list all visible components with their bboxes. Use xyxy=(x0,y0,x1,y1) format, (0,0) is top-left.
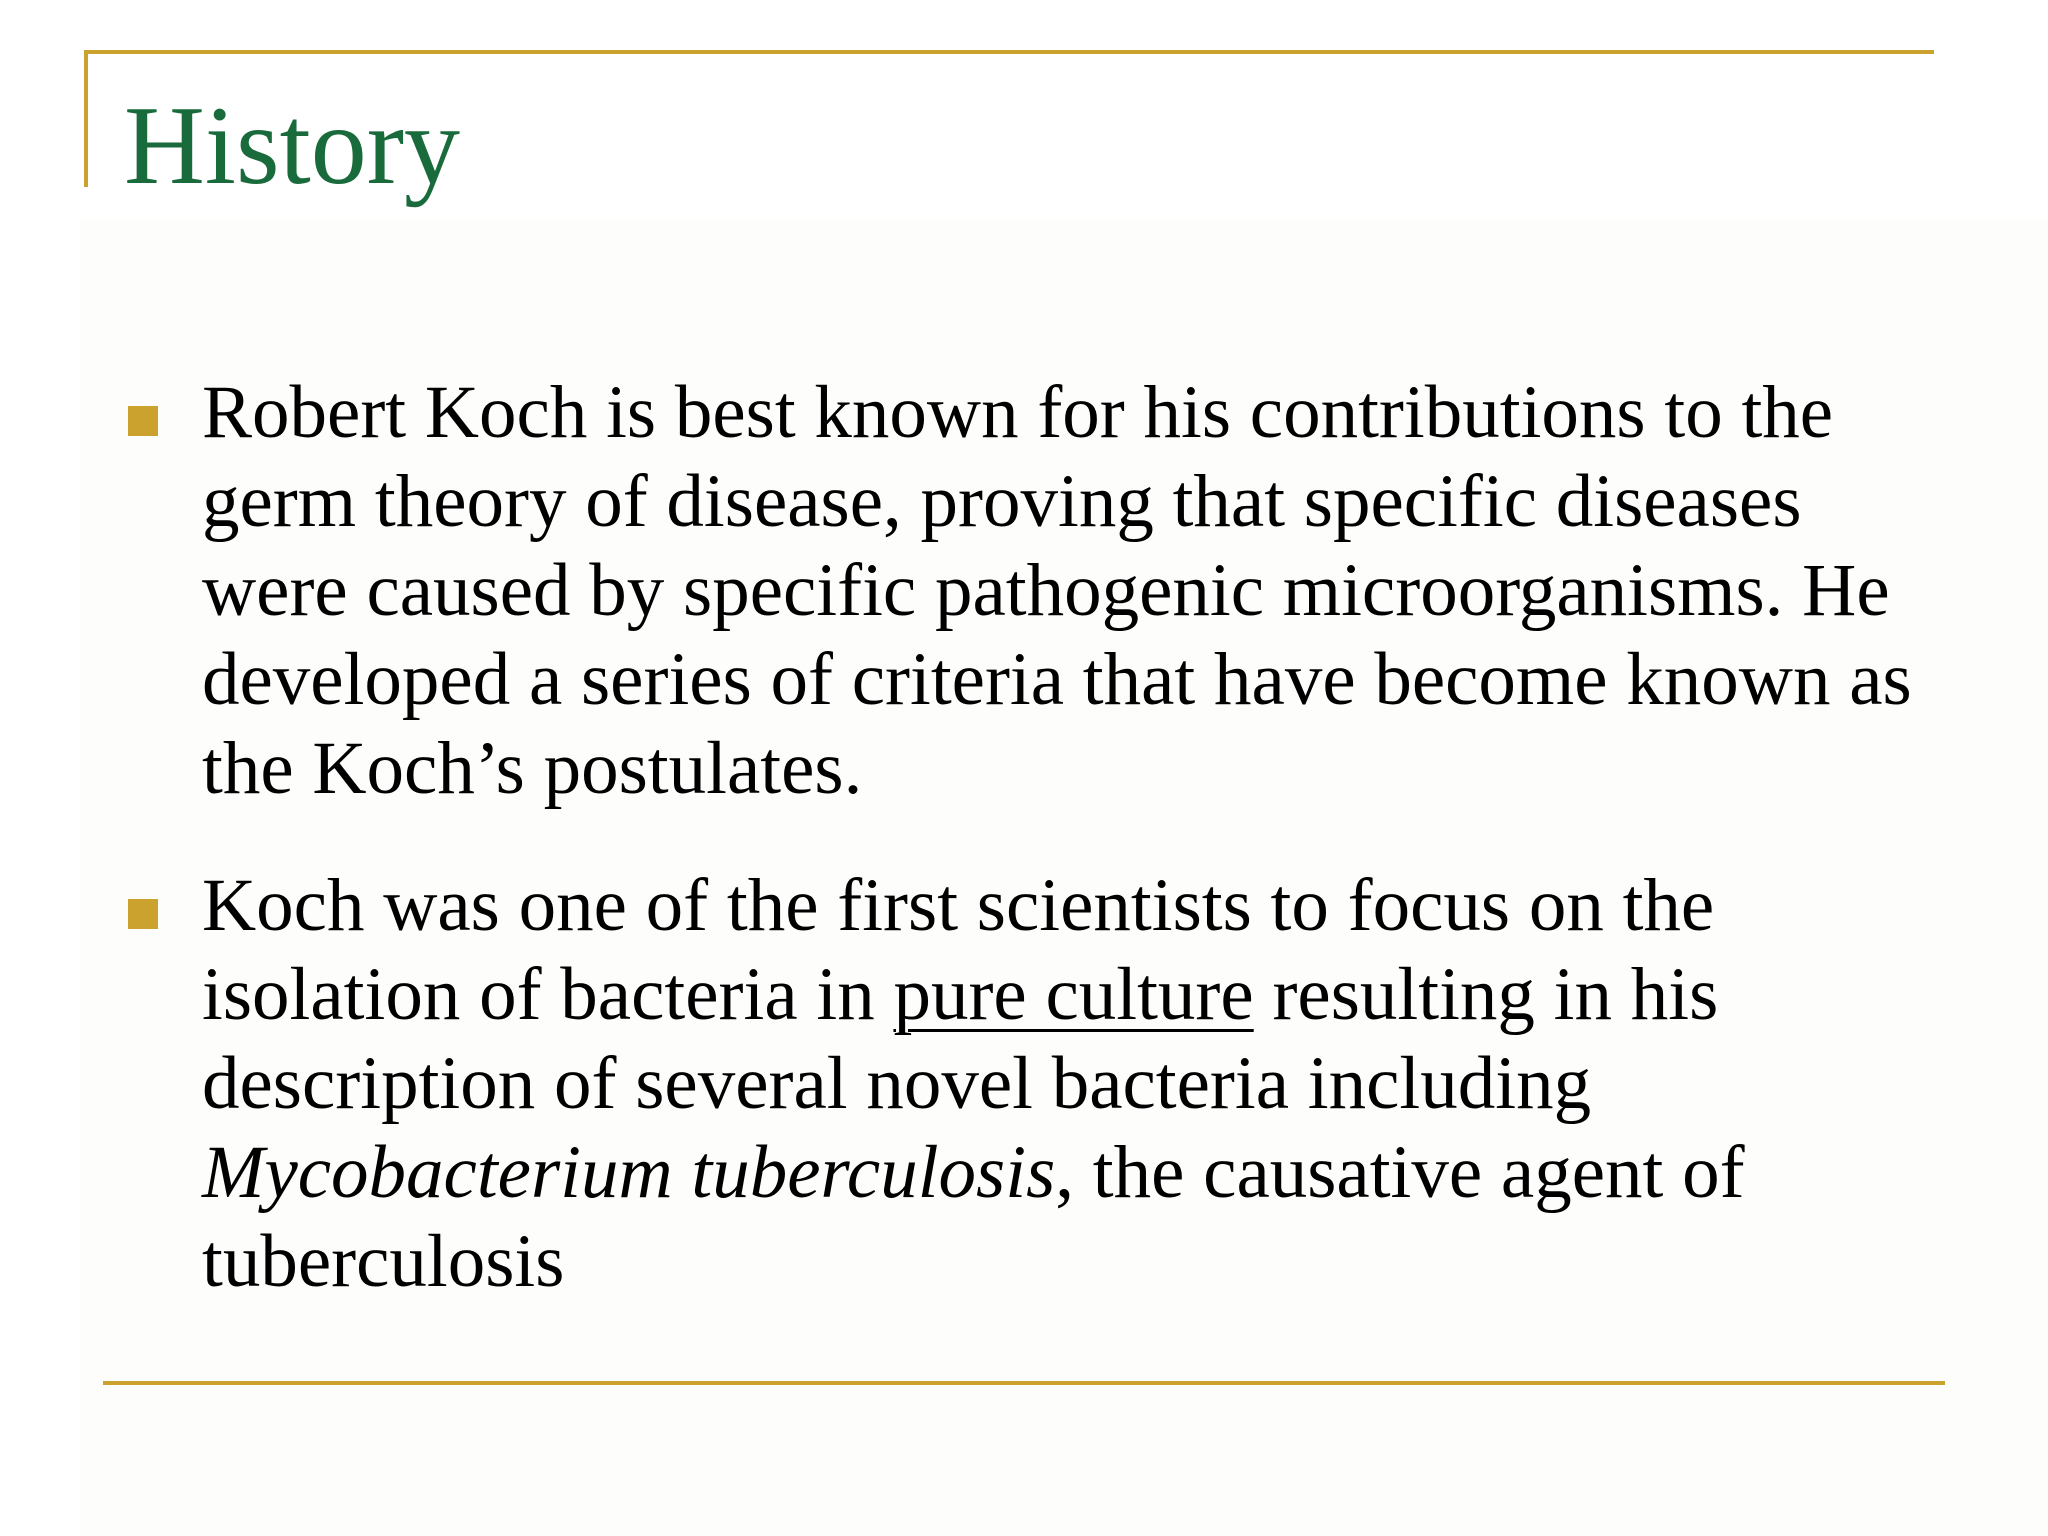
bottom-accent-rule xyxy=(103,1381,1945,1385)
species-name: Mycobacterium tuberculosis xyxy=(202,1131,1056,1214)
slide-title: History xyxy=(124,84,460,208)
pure-culture-link[interactable]: pure culture xyxy=(893,953,1254,1036)
bullet-text-part: , the causative agent of tuberculosis xyxy=(202,1131,1745,1303)
bullet-item-koch-germ-theory xyxy=(124,368,1924,813)
bullet-item-pure-culture xyxy=(124,861,1924,1306)
square-bullet-icon xyxy=(128,899,158,929)
bullet-text-part: resulting in his description of several novel bacteria including xyxy=(202,953,1719,1125)
square-bullet-icon xyxy=(128,406,158,436)
bullet-text-part: Koch was one of the first scientists to focus on the isolation of bacteria in xyxy=(202,864,1715,1036)
bullet-list xyxy=(124,368,1924,1306)
bullet-text: Robert Koch is best known for his contributions to the germ theory of disease, proving that specific diseases were caused by specific pathogenic microorganisms. He developed a series of criteria that have become known as the Koch’s postulates. xyxy=(202,371,1912,810)
left-accent-rule xyxy=(84,50,88,187)
top-accent-rule xyxy=(84,50,1934,54)
